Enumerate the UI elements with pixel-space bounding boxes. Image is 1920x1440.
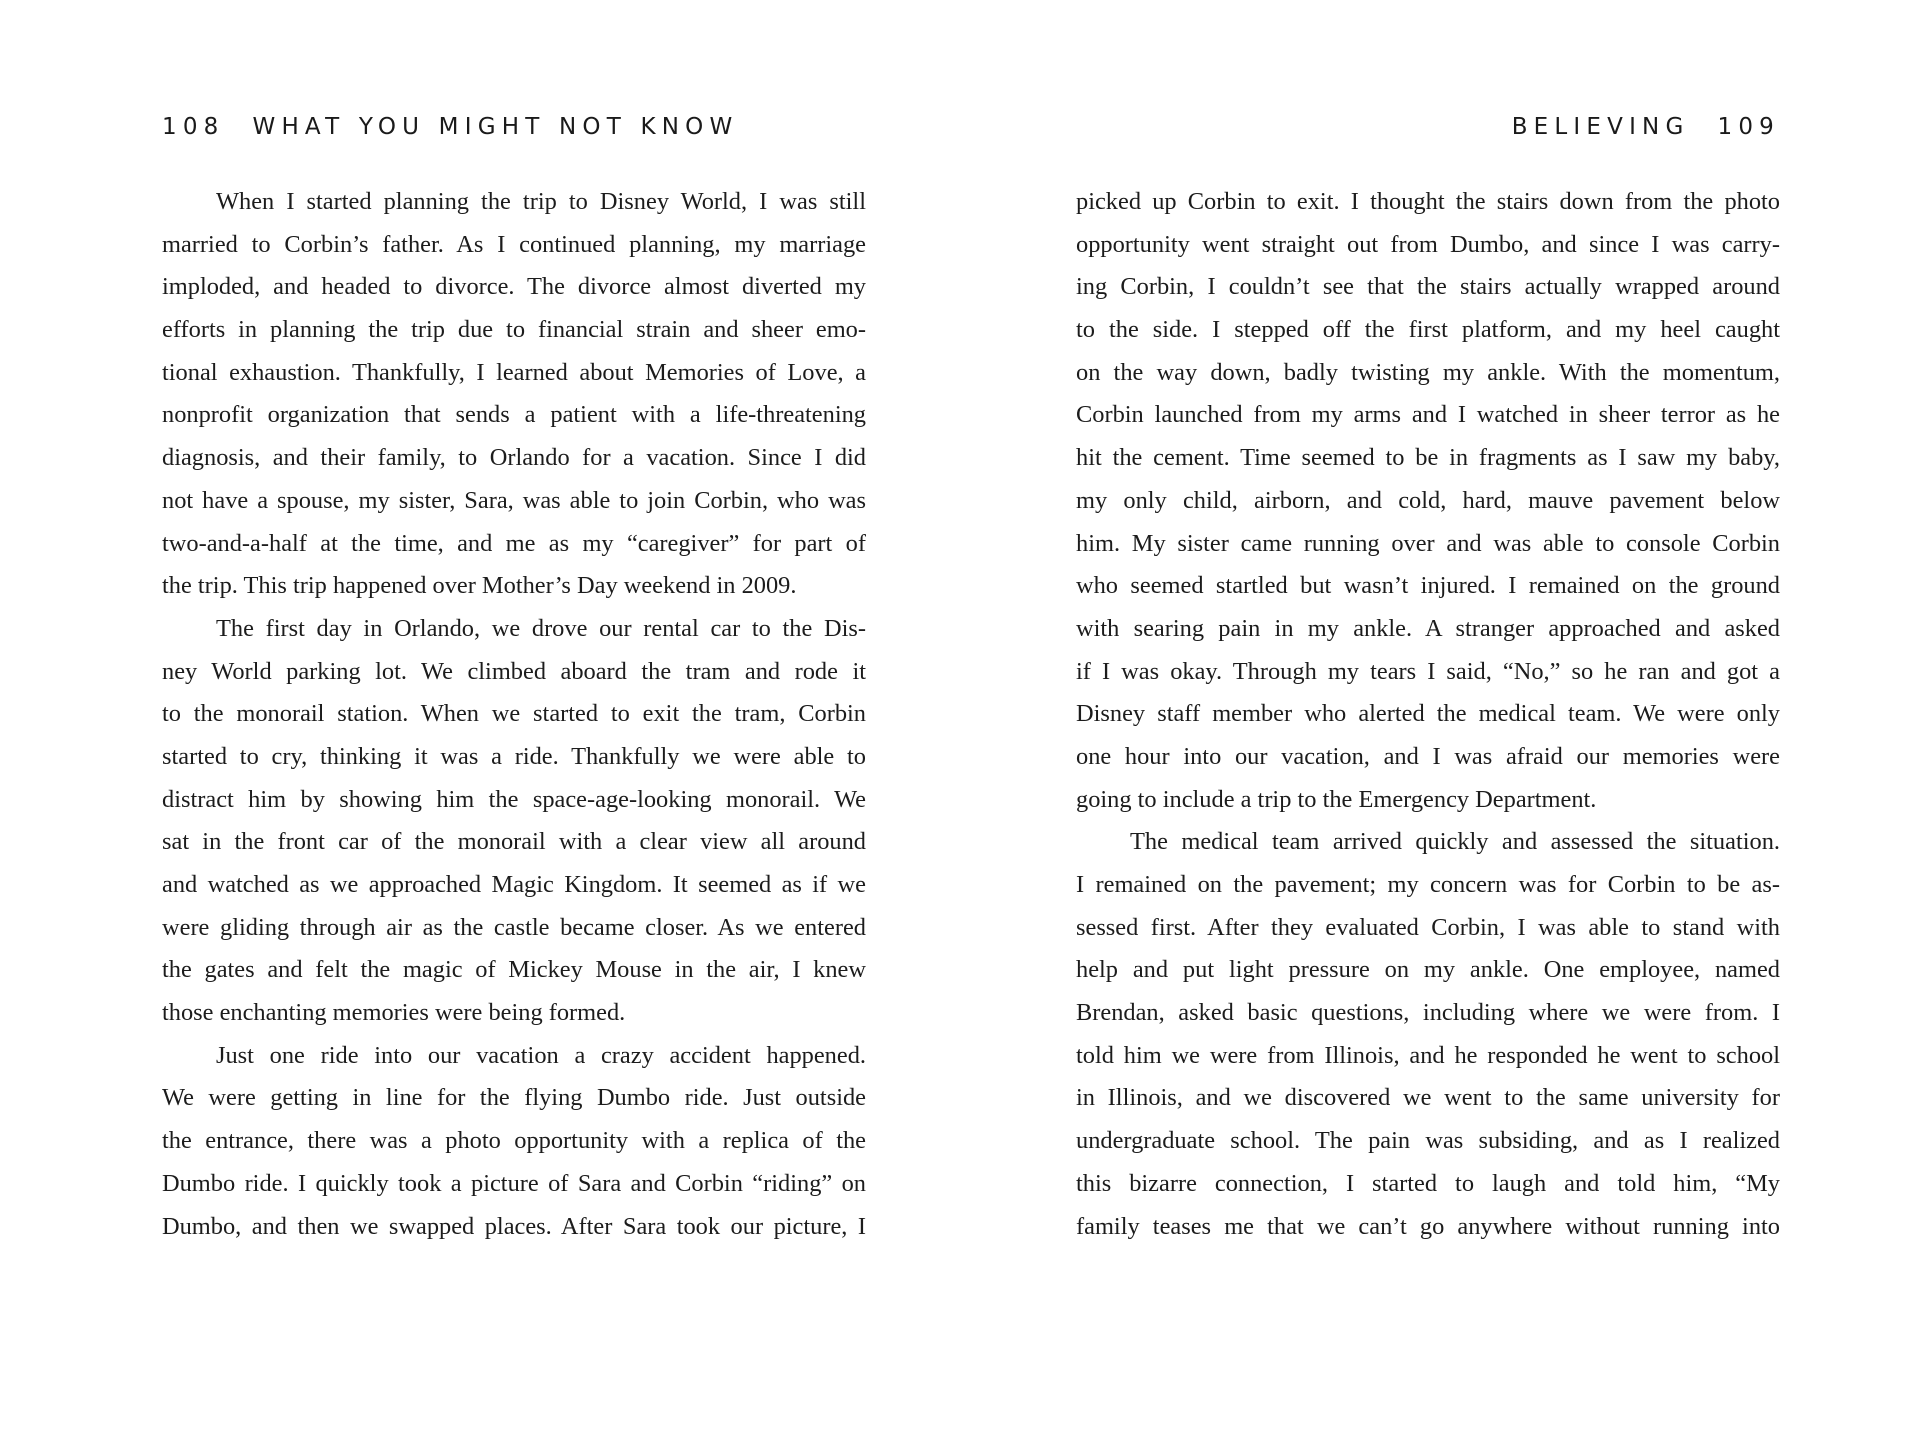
text-line: undergraduate school. The pain was subsiding, and as I realized — [1076, 1127, 1780, 1155]
text-line: sessed first. After they evaluated Corbin, I was able to stand with — [1076, 913, 1780, 941]
text-line: told him we were from Illinois, and he responded he went to school — [1076, 1041, 1780, 1069]
page-number: 108 — [162, 114, 225, 140]
text-line: Just one ride into our vacation a crazy accident happened. — [216, 1041, 866, 1069]
left-body-text — [162, 181, 866, 1248]
right-body-text — [1076, 181, 1780, 1248]
text-line: with searing pain in my ankle. A stranger approached and asked — [1076, 614, 1780, 642]
text-line: family teases me that we can’t go anywhere without running into — [1076, 1212, 1780, 1240]
text-line: on the way down, badly twisting my ankle. With the momentum, — [1076, 358, 1780, 386]
text-line: in Illinois, and we discovered we went to the same university for — [1076, 1084, 1780, 1112]
text-line: We were getting in line for the flying Dumbo ride. Just outside — [162, 1084, 866, 1112]
text-line: tional exhaustion. Thankfully, I learned about Memories of Love, a — [162, 358, 866, 386]
text-line: diagnosis, and their family, to Orlando for a vacation. Since I did — [162, 444, 866, 472]
text-line: Dumbo ride. I quickly took a picture of Sara and Corbin “riding” on — [162, 1169, 866, 1197]
running-title: WHAT YOU MIGHT NOT KNOW — [252, 114, 739, 140]
text-line: Corbin launched from my arms and I watched in sheer terror as he — [1076, 401, 1780, 429]
text-line: imploded, and headed to divorce. The divorce almost diverted my — [162, 273, 866, 301]
text-line: efforts in planning the trip due to financial strain and sheer emo- — [162, 316, 866, 344]
text-line: picked up Corbin to exit. I thought the stairs down from the photo — [1076, 188, 1780, 215]
text-line: those enchanting memories were being formed. — [162, 999, 626, 1027]
text-line: I remained on the pavement; my concern was for Corbin to be as- — [1076, 871, 1780, 898]
text-line: not have a spouse, my sister, Sara, was able to join Corbin, who was — [162, 486, 866, 514]
text-line: The first day in Orlando, we drove our rental car to the Dis- — [216, 614, 866, 642]
text-line: the gates and felt the magic of Mickey Mouse in the air, I knew — [162, 956, 866, 984]
text-line: The medical team arrived quickly and assessed the situation. — [1130, 828, 1780, 856]
text-line: When I started planning the trip to Disney World, I was still — [216, 188, 866, 215]
text-line: ing Corbin, I couldn’t see that the stairs actually wrapped around — [1076, 273, 1780, 301]
text-line: help and put light pressure on my ankle. One employee, named — [1076, 956, 1780, 984]
text-line: two-and-a-half at the time, and me as my “caregiver” for part of — [162, 529, 866, 557]
text-line: one hour into our vacation, and I was afraid our memories were — [1076, 742, 1780, 770]
text-line: started to cry, thinking it was a ride. Thankfully we were able to — [162, 742, 866, 770]
right-running-head — [1076, 114, 1780, 140]
text-line: who seemed startled but wasn’t injured. I remained on the ground — [1076, 572, 1780, 600]
text-line: Dumbo, and then we swapped places. After Sara took our picture, I — [162, 1212, 866, 1240]
text-line: distract him by showing him the space-age-looking monorail. We — [162, 785, 866, 813]
text-line: married to Corbin’s father. As I continued planning, my marriage — [162, 230, 866, 258]
text-line: sat in the front car of the monorail with a clear view all around — [162, 828, 866, 856]
text-line: nonprofit organization that sends a patient with a life-threatening — [162, 401, 866, 429]
page-number: 109 — [1717, 114, 1780, 140]
text-line: Brendan, asked basic questions, including where we were from. I — [1076, 999, 1780, 1027]
text-line: going to include a trip to the Emergency Department. — [1076, 785, 1597, 813]
text-line: if I was okay. Through my tears I said, “No,” so he ran and got a — [1076, 657, 1780, 685]
text-line: hit the cement. Time seemed to be in fragments as I saw my baby, — [1076, 444, 1780, 472]
text-line: to the monorail station. When we started to exit the tram, Corbin — [162, 700, 866, 728]
text-line: ney World parking lot. We climbed aboard the tram and rode it — [162, 657, 866, 685]
text-line: my only child, airborn, and cold, hard, mauve pavement below — [1076, 486, 1780, 514]
text-line: to the side. I stepped off the first platform, and my heel caught — [1076, 316, 1780, 344]
text-line: opportunity went straight out from Dumbo, and since I was carry- — [1076, 230, 1780, 258]
text-line: Disney staff member who alerted the medical team. We were only — [1076, 700, 1780, 728]
left-running-head — [162, 114, 866, 140]
running-title: BELIEVING — [1511, 114, 1690, 140]
text-line: the entrance, there was a photo opportunity with a replica of the — [162, 1127, 866, 1155]
text-line: him. My sister came running over and was able to console Corbin — [1076, 529, 1780, 557]
text-line: and watched as we approached Magic Kingdom. It seemed as if we — [162, 871, 866, 898]
text-line: were gliding through air as the castle became closer. As we entered — [162, 913, 866, 941]
text-line: this bizarre connection, I started to laugh and told him, “My — [1076, 1169, 1780, 1197]
text-line: the trip. This trip happened over Mother’s Day weekend in 2009. — [162, 572, 797, 600]
